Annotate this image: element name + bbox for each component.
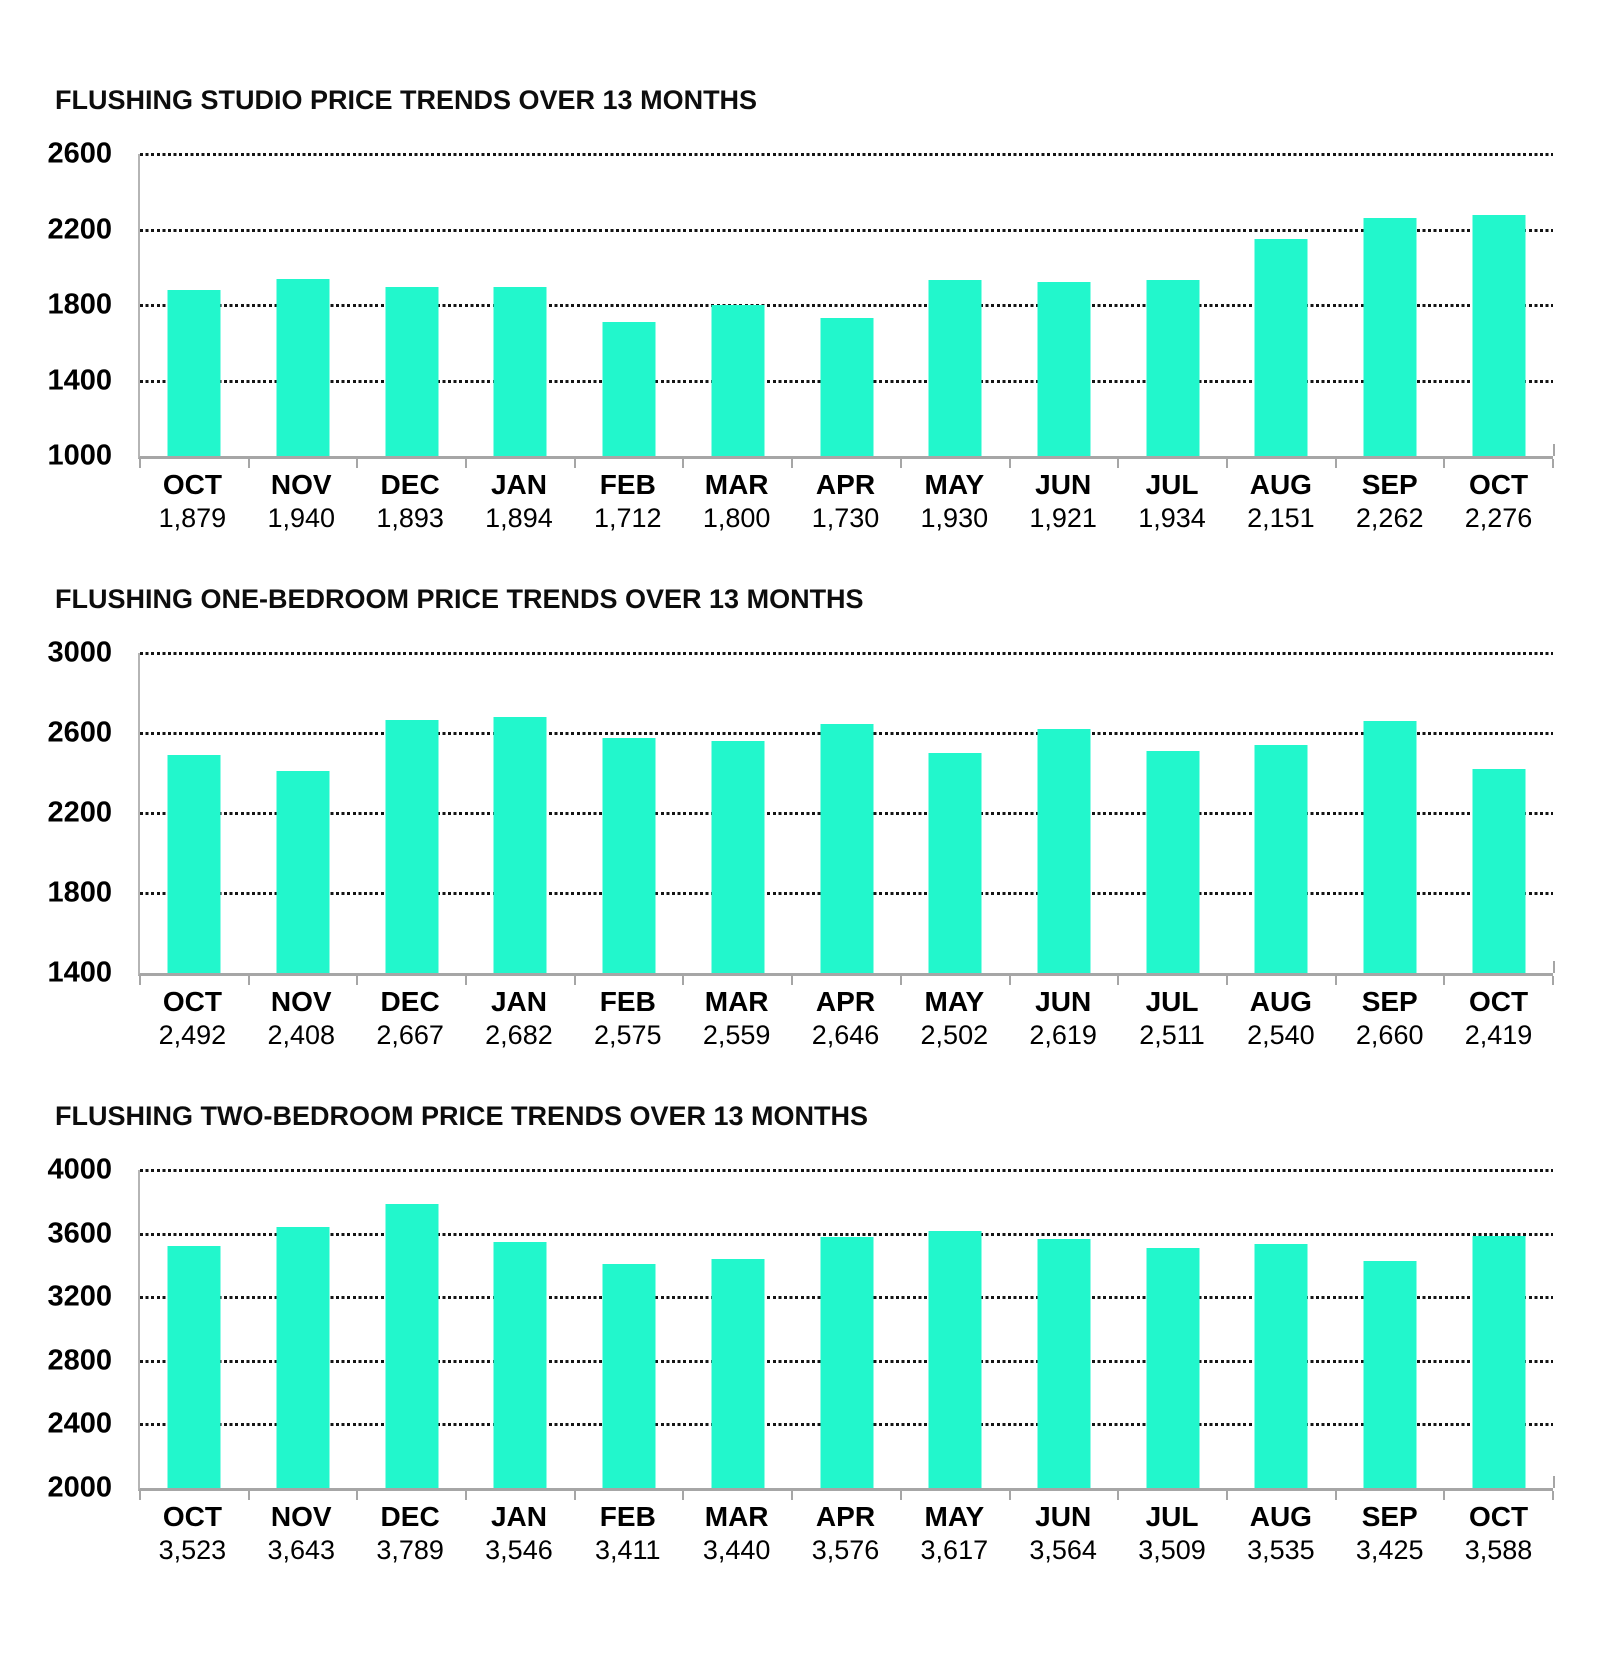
- x-tick-value: 2,419: [1464, 1020, 1533, 1050]
- chart-title-studio: FLUSHING STUDIO PRICE TRENDS OVER 13 MONTHS: [55, 85, 758, 115]
- x-tick-value: 2,667: [376, 1020, 444, 1050]
- x-tick-sep-11: [1335, 469, 1444, 534]
- axis-tick: [1009, 459, 1011, 468]
- x-tick-mar-5: [682, 1501, 791, 1566]
- gridline: [140, 304, 1553, 307]
- bar-apr-6: [820, 1237, 873, 1488]
- axis-end-cap: [1553, 961, 1555, 973]
- x-tick-month: OCT: [1468, 986, 1529, 1017]
- chart-studio: [0, 85, 1600, 534]
- x-tick-value: 1,893: [376, 503, 444, 533]
- bar-sep-11: [1363, 1261, 1416, 1488]
- bar-jan-3: [494, 287, 547, 456]
- x-tick-oct-0: [138, 469, 247, 534]
- x-tick-value: 2,492: [158, 1020, 227, 1050]
- chart-title-one-bedroom: FLUSHING ONE-BEDROOM PRICE TRENDS OVER 13 MONTHS: [55, 584, 864, 614]
- x-tick-jul-9: [1118, 469, 1227, 534]
- x-tick-month: JUL: [1145, 986, 1199, 1017]
- bar-mar-5: [711, 305, 764, 456]
- x-tick-month: APR: [815, 986, 876, 1017]
- bar-feb-4: [603, 738, 656, 973]
- plot-area: [138, 653, 1553, 976]
- x-tick-feb-4: [573, 986, 682, 1051]
- x-tick-month: AUG: [1249, 469, 1312, 500]
- axis-tick: [465, 1491, 467, 1500]
- y-tick-label: 3000: [47, 636, 112, 669]
- chart-body-one-bedroom: [0, 636, 1600, 989]
- chart-body-two-bedroom: [0, 1153, 1600, 1504]
- axis-tick: [900, 1491, 902, 1500]
- x-tick-sep-11: [1335, 986, 1444, 1051]
- x-tick-jun-8: [1009, 469, 1118, 534]
- x-tick-month: FEB: [599, 469, 656, 500]
- axis-tick: [682, 1491, 684, 1500]
- x-tick-value: 2,408: [267, 1020, 336, 1050]
- x-tick-may-7: [900, 1501, 1009, 1566]
- x-tick-may-7: [900, 986, 1009, 1051]
- bar-mar-5: [711, 741, 764, 973]
- bar-jul-9: [1146, 751, 1199, 973]
- axis-tick: [1117, 976, 1119, 985]
- bar-dec-2: [385, 1204, 438, 1488]
- x-tick-oct-0: [138, 1501, 247, 1566]
- chart-title-two-bedroom: FLUSHING TWO-BEDROOM PRICE TRENDS OVER 13 MONTHS: [55, 1101, 869, 1131]
- y-tick-label: 2200: [47, 213, 112, 245]
- gridline: [140, 652, 1553, 655]
- y-tick-label: 3600: [47, 1217, 112, 1250]
- x-tick-value: 3,425: [1355, 1535, 1424, 1565]
- gridline: [140, 1233, 1553, 1236]
- axis-tick: [1335, 976, 1337, 985]
- x-tick-month: APR: [815, 1501, 876, 1532]
- x-tick-value: 3,546: [485, 1535, 553, 1565]
- x-tick-month: JAN: [490, 469, 547, 500]
- gridline: [140, 153, 1553, 156]
- x-tick-value: 1,730: [811, 503, 880, 533]
- x-tick-month: MAR: [704, 469, 769, 500]
- chart-body-studio: [0, 137, 1600, 472]
- x-tick-value: 3,576: [811, 1535, 880, 1565]
- x-tick-value: 2,276: [1464, 503, 1533, 533]
- y-tick-label: 1800: [47, 876, 112, 909]
- bar-oct-0: [168, 755, 221, 973]
- axis-tick: [791, 459, 793, 468]
- x-tick-value: 3,588: [1464, 1535, 1533, 1565]
- x-tick-month: OCT: [162, 986, 222, 1017]
- axis-tick: [356, 459, 358, 468]
- bar-jun-8: [1037, 1239, 1090, 1488]
- x-tick-dec-2: [356, 469, 465, 534]
- axis-tick: [1117, 459, 1119, 468]
- bar-apr-6: [820, 724, 873, 973]
- x-tick-value: 2,262: [1355, 503, 1424, 533]
- axis-tick: [1117, 1491, 1119, 1500]
- x-tick-value: 2,660: [1355, 1020, 1424, 1050]
- bar-nov-1: [277, 1227, 330, 1488]
- axis-tick: [1335, 459, 1337, 468]
- x-tick-month: MAY: [924, 1501, 985, 1532]
- x-tick-month: JUN: [1035, 469, 1092, 500]
- bar-dec-2: [385, 287, 438, 456]
- x-tick-value: 3,509: [1138, 1535, 1206, 1565]
- bar-oct-12: [1472, 769, 1525, 973]
- bar-oct-0: [168, 1246, 221, 1488]
- bar-jun-8: [1037, 729, 1090, 973]
- bar-nov-1: [277, 771, 330, 973]
- x-tick-value: 3,535: [1247, 1535, 1315, 1565]
- gridline: [140, 1169, 1553, 1172]
- x-tick-may-7: [900, 469, 1009, 534]
- y-tick-label: 1000: [47, 439, 112, 472]
- bar-jul-9: [1146, 280, 1199, 456]
- x-tick-apr-6: [791, 986, 900, 1051]
- axis-tick: [1226, 459, 1228, 468]
- x-tick-value: 1,894: [485, 503, 553, 533]
- axis-tick: [1552, 1491, 1554, 1500]
- axis-tick: [1009, 1491, 1011, 1500]
- axis-tick: [682, 976, 684, 985]
- bar-feb-4: [603, 1264, 656, 1488]
- x-tick-value: 3,564: [1029, 1535, 1097, 1565]
- x-tick-value: 3,789: [376, 1535, 444, 1565]
- x-tick-month: DEC: [380, 469, 440, 500]
- bar-may-7: [929, 753, 982, 973]
- x-tick-jan-3: [465, 986, 574, 1051]
- gridline: [140, 229, 1553, 232]
- x-tick-month: NOV: [270, 986, 332, 1017]
- bar-jan-3: [494, 1242, 547, 1488]
- x-tick-value: 1,930: [920, 503, 989, 533]
- axis-tick: [1552, 459, 1554, 468]
- axis-tick: [900, 459, 902, 468]
- x-tick-jul-9: [1118, 1501, 1227, 1566]
- bar-oct-0: [168, 290, 221, 456]
- x-tick-month: FEB: [599, 986, 656, 1017]
- x-tick-month: APR: [815, 469, 876, 500]
- x-tick-value: 1,800: [702, 503, 771, 533]
- axis-tick: [248, 1491, 250, 1500]
- x-tick-month: DEC: [380, 1501, 440, 1532]
- y-axis-labels: [0, 1153, 112, 1504]
- x-tick-month: NOV: [270, 469, 332, 500]
- axis-tick: [1443, 1491, 1445, 1500]
- axis-tick: [356, 976, 358, 985]
- x-tick-value: 1,934: [1138, 503, 1206, 533]
- x-tick-value: 2,511: [1139, 1020, 1205, 1050]
- plot-area: [138, 1170, 1553, 1491]
- x-tick-value: 1,879: [158, 503, 227, 533]
- axis-tick: [139, 459, 141, 468]
- x-tick-month: SEP: [1361, 1501, 1418, 1532]
- x-tick-month: SEP: [1361, 469, 1418, 500]
- bar-mar-5: [711, 1259, 764, 1488]
- axis-tick: [574, 459, 576, 468]
- y-tick-label: 2200: [47, 796, 112, 829]
- x-tick-value: 2,559: [702, 1020, 771, 1050]
- x-tick-month: SEP: [1361, 986, 1418, 1017]
- axis-end-cap: [1553, 1476, 1555, 1488]
- x-tick-jun-8: [1009, 986, 1118, 1051]
- axis-tick: [356, 1491, 358, 1500]
- x-tick-month: OCT: [1468, 1501, 1529, 1532]
- x-tick-aug-10: [1226, 986, 1335, 1051]
- bar-may-7: [929, 1231, 982, 1488]
- x-tick-value: 2,619: [1029, 1020, 1097, 1050]
- x-tick-month: JAN: [490, 1501, 547, 1532]
- x-tick-sep-11: [1335, 1501, 1444, 1566]
- x-tick-value: 3,523: [158, 1535, 227, 1565]
- x-tick-month: MAY: [924, 469, 985, 500]
- x-tick-value: 2,646: [811, 1020, 880, 1050]
- x-tick-aug-10: [1226, 469, 1335, 534]
- bar-oct-12: [1472, 1236, 1525, 1488]
- x-tick-value: 2,502: [920, 1020, 989, 1050]
- x-tick-mar-5: [682, 986, 791, 1051]
- x-tick-value: 1,940: [267, 503, 336, 533]
- bar-apr-6: [820, 318, 873, 456]
- x-tick-oct-0: [138, 986, 247, 1051]
- x-tick-apr-6: [791, 469, 900, 534]
- y-tick-label: 3200: [47, 1280, 112, 1313]
- axis-tick: [1335, 1491, 1337, 1500]
- x-tick-month: DEC: [380, 986, 440, 1017]
- chart-one-bedroom: [0, 584, 1600, 1051]
- x-tick-value: 1,921: [1029, 503, 1097, 533]
- x-tick-value: 3,411: [595, 1535, 661, 1565]
- y-axis-labels: [0, 636, 112, 989]
- x-axis-labels: [138, 1501, 1553, 1566]
- axis-tick: [139, 1491, 141, 1500]
- x-tick-month: JUL: [1145, 1501, 1199, 1532]
- axis-tick: [1226, 1491, 1228, 1500]
- x-tick-month: AUG: [1249, 986, 1312, 1017]
- chart-two-bedroom: [0, 1101, 1600, 1566]
- bar-jun-8: [1037, 282, 1090, 456]
- x-tick-month: AUG: [1249, 1501, 1312, 1532]
- x-tick-jan-3: [465, 469, 574, 534]
- axis-tick: [1443, 459, 1445, 468]
- x-tick-month: MAY: [924, 986, 985, 1017]
- bar-sep-11: [1363, 218, 1416, 456]
- axis-tick: [791, 1491, 793, 1500]
- bar-feb-4: [603, 322, 656, 456]
- y-tick-label: 2800: [47, 1344, 112, 1377]
- x-tick-nov-1: [247, 469, 356, 534]
- x-tick-month: NOV: [270, 1501, 332, 1532]
- x-tick-oct-12: [1444, 986, 1553, 1051]
- axis-tick: [139, 976, 141, 985]
- axis-tick: [248, 459, 250, 468]
- x-tick-value: 2,151: [1247, 503, 1315, 533]
- axis-tick: [1443, 976, 1445, 985]
- axis-end-cap: [1553, 444, 1555, 456]
- axis-tick: [1552, 976, 1554, 985]
- x-tick-nov-1: [247, 986, 356, 1051]
- x-tick-value: 2,540: [1247, 1020, 1315, 1050]
- y-axis-labels: [0, 137, 112, 472]
- x-tick-value: 3,440: [702, 1535, 771, 1565]
- bar-nov-1: [277, 279, 330, 456]
- bar-aug-10: [1255, 1244, 1308, 1488]
- x-tick-month: FEB: [599, 1501, 656, 1532]
- axis-tick: [682, 459, 684, 468]
- x-tick-month: OCT: [162, 1501, 222, 1532]
- x-tick-value: 2,575: [594, 1020, 662, 1050]
- x-tick-jan-3: [465, 1501, 574, 1566]
- axis-tick: [574, 1491, 576, 1500]
- axis-tick: [248, 976, 250, 985]
- x-tick-month: MAR: [704, 986, 769, 1017]
- x-tick-mar-5: [682, 469, 791, 534]
- x-tick-value: 3,617: [920, 1535, 989, 1565]
- axis-tick: [1009, 976, 1011, 985]
- x-tick-jul-9: [1118, 986, 1227, 1051]
- axis-tick: [465, 976, 467, 985]
- y-tick-label: 2000: [47, 1471, 112, 1504]
- x-tick-month: JUL: [1145, 469, 1199, 500]
- y-tick-label: 1400: [47, 364, 112, 396]
- x-tick-jun-8: [1009, 1501, 1118, 1566]
- x-tick-oct-12: [1444, 469, 1553, 534]
- bar-sep-11: [1363, 721, 1416, 973]
- axis-tick: [574, 976, 576, 985]
- y-tick-label: 2600: [47, 716, 112, 749]
- x-tick-month: JUN: [1035, 1501, 1092, 1532]
- y-tick-label: 1400: [47, 956, 112, 989]
- bar-jan-3: [494, 717, 547, 973]
- y-tick-label: 4000: [47, 1153, 112, 1186]
- x-tick-feb-4: [573, 469, 682, 534]
- x-tick-month: JAN: [490, 986, 547, 1017]
- x-tick-aug-10: [1226, 1501, 1335, 1566]
- bar-may-7: [929, 280, 982, 456]
- bar-dec-2: [385, 720, 438, 973]
- bar-aug-10: [1255, 239, 1308, 456]
- x-tick-value: 2,682: [485, 1020, 553, 1050]
- x-tick-value: 1,712: [594, 503, 662, 533]
- axis-tick: [1226, 976, 1228, 985]
- x-tick-nov-1: [247, 1501, 356, 1566]
- bar-oct-12: [1472, 215, 1525, 456]
- x-tick-value: 3,643: [267, 1535, 336, 1565]
- x-tick-dec-2: [356, 1501, 465, 1566]
- x-tick-feb-4: [573, 1501, 682, 1566]
- bar-jul-9: [1146, 1248, 1199, 1488]
- x-axis-labels: [138, 986, 1553, 1051]
- x-tick-oct-12: [1444, 1501, 1553, 1566]
- x-tick-month: MAR: [704, 1501, 769, 1532]
- axis-tick: [791, 976, 793, 985]
- x-axis-labels: [138, 469, 1553, 534]
- axis-tick: [900, 976, 902, 985]
- y-tick-label: 2400: [47, 1407, 112, 1440]
- axis-tick: [465, 459, 467, 468]
- x-tick-month: OCT: [1468, 469, 1529, 500]
- y-tick-label: 2600: [47, 137, 112, 170]
- y-tick-label: 1800: [47, 288, 112, 321]
- plot-area: [138, 154, 1553, 459]
- x-tick-month: OCT: [162, 469, 222, 500]
- x-tick-dec-2: [356, 986, 465, 1051]
- x-tick-month: JUN: [1035, 986, 1092, 1017]
- bar-aug-10: [1255, 745, 1308, 973]
- x-tick-apr-6: [791, 1501, 900, 1566]
